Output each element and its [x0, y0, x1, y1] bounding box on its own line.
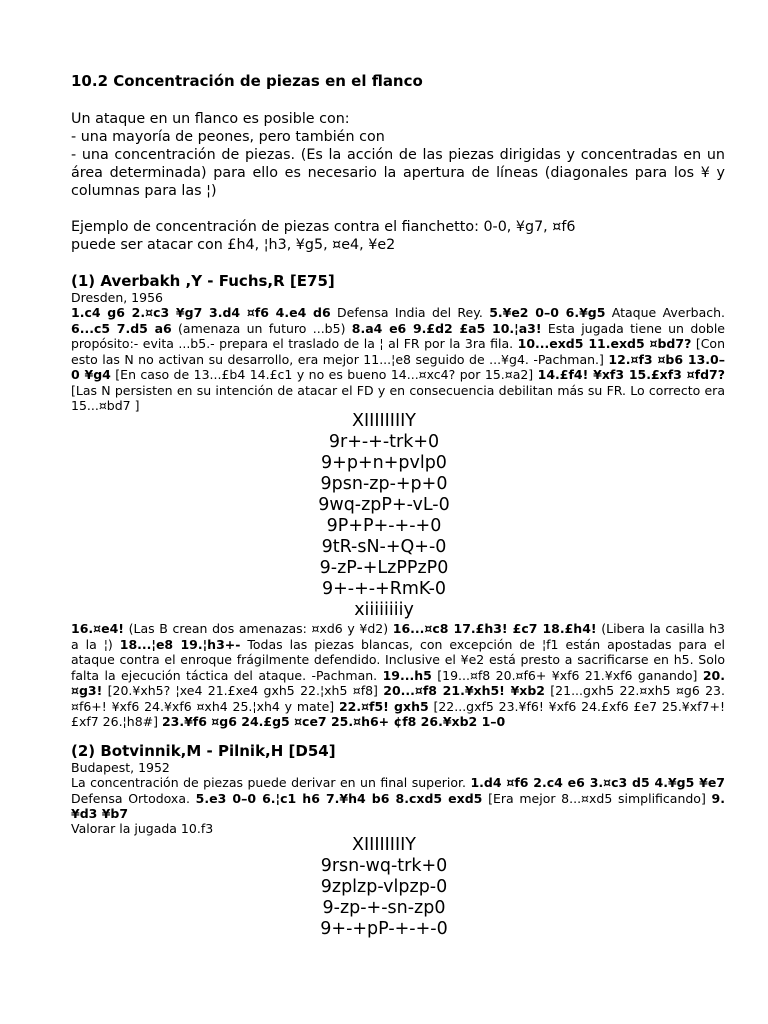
move-comment: Defensa India del Rey.	[330, 305, 490, 320]
game2-note: Valorar la jugada 10.f3	[71, 821, 214, 836]
intro-text	[71, 110, 725, 200]
move-comment: Todas las piezas blancas, con excepción de ¦f1 están apostadas para el ataque contra el enroque frágilmente defendido. Inclusive el ¥e2 está presto a sacrificarse en h5. Solo falta la ejecución táctica del ataque. -Pachman.	[71, 636, 725, 683]
diagram-row: 9r+-+-trk+0	[328, 432, 440, 452]
move-comment: Esta jugada tiene un doble propósito:- evita ...b5.- prepara el traslado de la ¦ al FR por la 3ra fila.	[71, 320, 725, 351]
move-bold: 18...¦e8 19.¦h3+-	[119, 636, 241, 652]
diagram-row: 9psn-zp-+p+0	[320, 474, 448, 494]
intro-line: - una mayoría de peones, pero también con	[71, 129, 385, 145]
game1-header: (1) Averbakh ,Y - Fuchs,R [E75]	[71, 272, 335, 290]
diagram-row: 9zplzp-vlpzp-0	[320, 877, 448, 897]
move-comment: [En caso de 13...£b4 14.£c1 y no es bueno 14...¤xc4? por 15.¤a2]	[110, 367, 538, 382]
diagram-row: xiiiiiiiiy	[354, 600, 414, 620]
move-comment: (amenaza un futuro ...b5)	[171, 320, 352, 336]
diagram-row: 9+-+pP-+-+-0	[320, 919, 448, 939]
diagram-row: 9tR-sN-+Q+-0	[321, 537, 447, 557]
diagram-row: 9-zp-+-sn-zp0	[322, 898, 446, 918]
move-bold: 16.¤e4!	[71, 621, 124, 636]
move-comment: [Era mejor 8...¤xd5 simplificando]	[482, 790, 712, 806]
move-bold: 9.¥d3 ¥b7	[71, 790, 725, 821]
diagram-row: 9+p+n+pvlp0	[321, 453, 447, 473]
move-bold: 1.c4 g6 2.¤c3 ¥g7 3.d4 ¤f6 4.e4 d6	[71, 305, 331, 320]
move-comment: [Con esto las N no activan su desarrollo, era mejor 11...¦e8 seguido de ...¥g4. -Pachman.]	[71, 336, 725, 367]
move-bold: 8.a4 e6 9.£d2 £a5 10.¦a3!	[351, 320, 542, 336]
move-comment: [19...¤f8 20.¤f6+ ¥xf6 21.¥xf6 ganando]	[431, 667, 703, 683]
move-bold: 20.¤g3!	[71, 667, 725, 698]
move-bold: 12.¤f3 ¤b6 13.0–0 ¥g4	[71, 351, 725, 382]
example-line: Ejemplo de concentración de piezas contra el fianchetto: 0-0, ¥g7, ¤f6	[71, 219, 576, 235]
game2-moves	[71, 775, 725, 822]
move-comment: [22...gxf5 23.¥f6! ¥xf6 24.£xf6 £e7 25.¥xf7+! £xf7 26.¦h8#]	[71, 698, 725, 729]
diagram-row: XIIIIIIIIY	[352, 835, 416, 855]
move-bold: 10...exd5 11.exd5 ¤bd7?	[517, 336, 692, 351]
game2-diagram	[0, 835, 768, 940]
move-bold: 6...c5 7.d5 a6	[71, 320, 172, 336]
game2-header: (2) Botvinnik,M - Pilnik,H [D54]	[71, 742, 336, 760]
move-comment: [Las N persisten en su intención de atacar el FD y en consecuencia debilitan más su FR. Lo correcto era 15...¤bd7 ]	[71, 382, 725, 413]
example-text	[71, 218, 725, 254]
section-title: 10.2 Concentración de piezas en el flanco	[71, 72, 423, 90]
move-comment: (Libera la casilla h3 a la ¦)	[71, 621, 725, 652]
move-comment: Ataque Averbach.	[605, 305, 725, 320]
move-comment: [21...gxh5 22.¤xh5 ¤g6 23.¤f6+! ¥xf6 24.¥xf6 ¤xh4 25.¦xh4 y mate]	[71, 683, 725, 714]
move-bold: 22.¤f5! gxh5	[338, 698, 429, 714]
move-bold: 5.¥e2 0–0 6.¥g5	[489, 305, 606, 320]
intro-line: Un ataque en un flanco es posible con:	[71, 111, 350, 127]
move-bold: 14.£f4! ¥xf3 15.£xf3 ¤fd7?	[537, 367, 725, 382]
diagram-row: 9-zP-+LzPPzP0	[319, 558, 449, 578]
diagram-row: XIIIIIIIIY	[352, 411, 416, 431]
move-comment: La concentración de piezas puede derivar en un final superior.	[71, 775, 471, 790]
move-bold: 1.d4 ¤f6 2.c4 e6 3.¤c3 d5 4.¥g5 ¥e7	[470, 775, 726, 790]
diagram-row: 9+-+-+RmK-0	[321, 579, 447, 599]
game1-place: Dresden, 1956	[71, 290, 163, 305]
game2-place: Budapest, 1952	[71, 760, 170, 775]
intro-line: - una concentración de piezas. (Es la acción de las piezas dirigidas y concentradas en un área determinada) para ello es necesario la apertura de líneas (diagonales para los ¥ y columnas para las ¦)	[71, 147, 725, 199]
move-bold: 19...h5	[382, 667, 432, 683]
diagram-row: 9P+P+-+-+0	[326, 516, 442, 536]
move-bold: 16...¤c8 17.£h3! £c7 18.£h4!	[392, 621, 597, 636]
move-comment: (Las B crean dos amenazas: ¤xd6 y ¥d2)	[123, 621, 393, 636]
move-bold: 5.e3 0–0 6.¦c1 h6 7.¥h4 b6 8.cxd5 exd5	[195, 790, 483, 806]
game1-moves-continued	[71, 621, 725, 730]
move-comment: Defensa Ortodoxa.	[71, 790, 196, 806]
move-comment: [20.¥xh5? ¦xe4 21.£xe4 gxh5 22.¦xh5 ¤f8]	[102, 683, 384, 698]
move-bold: 23.¥f6 ¤g6 24.£g5 ¤ce7 25.¤h6+ ¢f8 26.¥xb2 1–0	[161, 714, 506, 729]
diagram-row: 9wq-zpP+-vL-0	[318, 495, 450, 515]
game1-moves	[71, 305, 725, 414]
example-line: puede ser atacar con £h4, ¦h3, ¥g5, ¤e4, ¥e2	[71, 237, 396, 253]
diagram-row: 9rsn-wq-trk+0	[320, 856, 448, 876]
game1-diagram	[0, 411, 768, 621]
move-bold: 20...¤f8 21.¥xh5! ¥xb2	[383, 683, 545, 698]
